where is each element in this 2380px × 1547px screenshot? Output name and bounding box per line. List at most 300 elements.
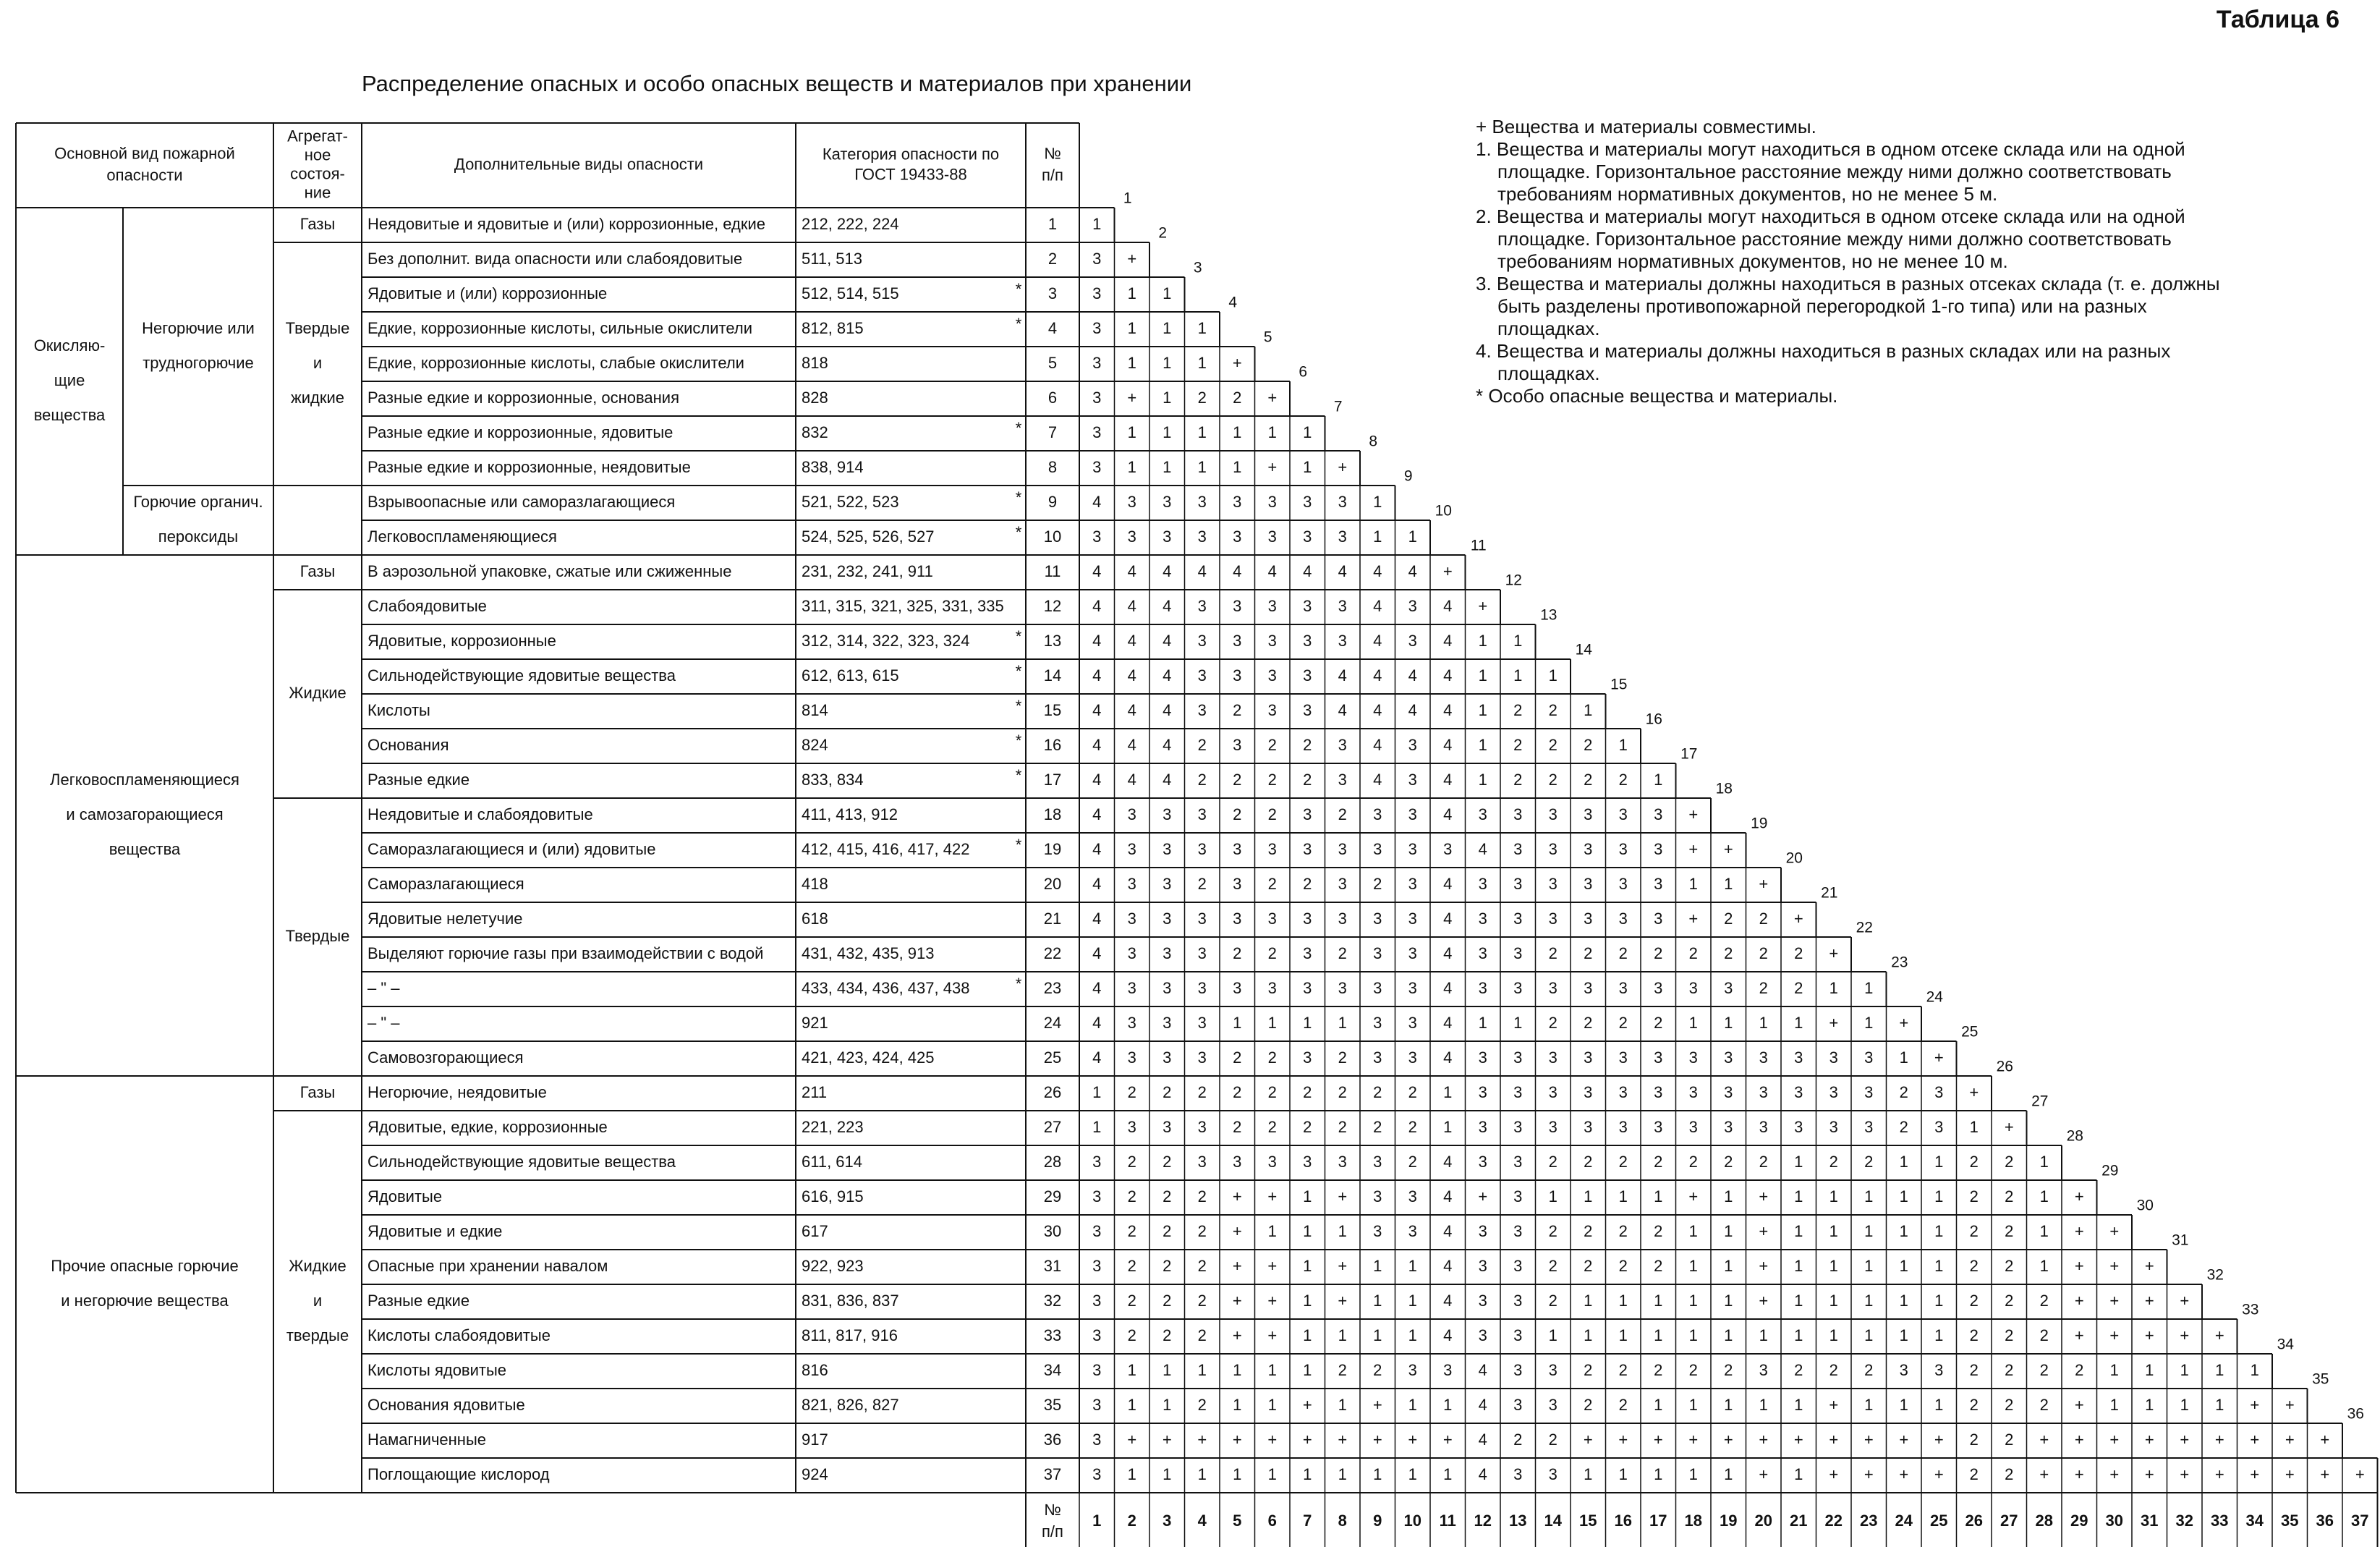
footer-column-number: 25 — [1930, 1511, 1948, 1530]
matrix-cell: 1 — [1092, 214, 1102, 233]
matrix-cell: 4 — [1092, 492, 1102, 511]
matrix-cell: 3 — [1233, 1152, 1242, 1171]
matrix-cell: 3 — [1408, 839, 1417, 858]
matrix-cell: 1 — [1408, 1291, 1417, 1310]
matrix-cell: + — [1618, 1430, 1628, 1449]
matrix-cell: 1 — [1197, 457, 1207, 476]
matrix-cell: 2 — [1303, 1117, 1312, 1136]
matrix-cell: + — [1127, 1430, 1137, 1449]
row-category: 922, 923 — [802, 1256, 864, 1275]
matrix-cell: 4 — [1092, 978, 1102, 997]
row-hazard: Саморазлагающиеся — [367, 874, 524, 893]
matrix-cell: 3 — [1864, 1048, 1874, 1067]
matrix-cell: + — [1127, 388, 1137, 407]
matrix-cell: 1 — [1197, 318, 1207, 337]
matrix-cell: 1 — [1373, 527, 1382, 546]
matrix-cell: 1 — [1654, 1187, 1663, 1205]
matrix-cell: 3 — [1233, 909, 1242, 928]
row-category: 421, 423, 424, 425 — [802, 1048, 935, 1067]
matrix-cell: 3 — [1618, 1082, 1628, 1101]
matrix-cell: 3 — [1303, 596, 1312, 615]
matrix-cell: 3 — [1654, 1048, 1663, 1067]
matrix-cell: + — [2285, 1395, 2295, 1414]
matrix-cell: 3 — [1478, 909, 1487, 928]
matrix-cell: 3 — [1163, 492, 1172, 511]
matrix-cell: 3 — [1513, 805, 1523, 823]
matrix-cell: 2 — [1338, 805, 1347, 823]
matrix-cell: 2 — [1548, 1291, 1557, 1310]
matrix-cell: 1 — [1163, 423, 1172, 441]
row-number: 14 — [1043, 666, 1062, 685]
matrix-cell: 2 — [1969, 1430, 1979, 1449]
matrix-cell: 1 — [1934, 1187, 1944, 1205]
matrix-cell: 2 — [1267, 770, 1277, 789]
matrix-cell: 3 — [1654, 805, 1663, 823]
matrix-cell: + — [1162, 1430, 1172, 1449]
matrix-cell: 4 — [1163, 700, 1172, 719]
matrix-cell: 1 — [1092, 1082, 1102, 1101]
matrix-cell: 3 — [1548, 1082, 1557, 1101]
matrix-cell: 3 — [1724, 978, 1733, 997]
diagonal-number: 16 — [1645, 711, 1662, 728]
matrix-cell: 3 — [1197, 1013, 1207, 1032]
matrix-cell: 2 — [1513, 735, 1523, 754]
row-star-mark: * — [1015, 835, 1022, 854]
matrix-cell: 1 — [2180, 1360, 2189, 1379]
matrix-cell: + — [2109, 1291, 2120, 1310]
matrix-cell: 3 — [1197, 909, 1207, 928]
matrix-cell: 3 — [1197, 839, 1207, 858]
matrix-cell: 3 — [1478, 1082, 1487, 1101]
matrix-cell: 1 — [1654, 770, 1663, 789]
matrix-cell: 4 — [1163, 596, 1172, 615]
matrix-cell: 1 — [1864, 1013, 1874, 1032]
footer-column-number: 24 — [1895, 1511, 1913, 1530]
matrix-cell: 1 — [1408, 527, 1417, 546]
row-number: 21 — [1043, 909, 1062, 928]
matrix-cell: 1 — [1864, 1326, 1874, 1344]
matrix-cell: + — [1934, 1465, 1944, 1483]
matrix-cell: + — [1267, 1326, 1278, 1344]
matrix-cell: 3 — [1408, 596, 1417, 615]
matrix-cell: 1 — [1829, 978, 1838, 997]
matrix-cell: 3 — [1092, 1326, 1102, 1344]
matrix-cell: 3 — [1092, 1430, 1102, 1449]
row-number: 26 — [1043, 1082, 1062, 1101]
matrix-cell: 4 — [1478, 1395, 1487, 1414]
row-hazard: Разные едкие — [367, 770, 470, 789]
matrix-cell: 3 — [1724, 1082, 1733, 1101]
matrix-cell: + — [2180, 1465, 2190, 1483]
matrix-cell: + — [1338, 1430, 1348, 1449]
matrix-cell: 1 — [1794, 1152, 1803, 1171]
matrix-cell: + — [1338, 1256, 1348, 1275]
matrix-cell: + — [2074, 1221, 2084, 1240]
footer-column-number: 30 — [2105, 1511, 2123, 1530]
matrix-cell: 3 — [1303, 666, 1312, 685]
matrix-cell: 3 — [1478, 1291, 1487, 1310]
legend-star: * Особо опасные вещества и материалы. — [1476, 385, 1838, 407]
row-hazard: Слабоядовитые — [367, 596, 487, 615]
matrix-cell: 1 — [1197, 423, 1207, 441]
row-category: 616, 915 — [802, 1187, 864, 1205]
matrix-cell: 2 — [2039, 1326, 2049, 1344]
matrix-cell: 1 — [1794, 1465, 1803, 1483]
row-hazard: Кислоты слабоядовитые — [367, 1326, 551, 1344]
matrix-cell: 1 — [1303, 1013, 1312, 1032]
matrix-cell: 1 — [1794, 1395, 1803, 1414]
matrix-cell: 3 — [1513, 1360, 1523, 1379]
matrix-cell: 3 — [1303, 700, 1312, 719]
matrix-cell: 1 — [1618, 1326, 1628, 1344]
matrix-cell: 3 — [1899, 1360, 1908, 1379]
matrix-cell: 3 — [1548, 1117, 1557, 1136]
matrix-cell: 1 — [1478, 666, 1487, 685]
matrix-cell: 4 — [1163, 735, 1172, 754]
matrix-cell: 1 — [1408, 1465, 1417, 1483]
matrix-cell: 1 — [1163, 284, 1172, 302]
row-category: 433, 434, 436, 437, 438 — [802, 978, 970, 997]
matrix-cell: 3 — [1584, 1082, 1593, 1101]
matrix-cell: 2 — [1969, 1326, 1979, 1344]
matrix-cell: 3 — [1548, 805, 1557, 823]
matrix-cell: 3 — [1548, 1360, 1557, 1379]
matrix-cell: 3 — [1408, 978, 1417, 997]
matrix-cell: + — [1442, 561, 1453, 580]
matrix-cell: + — [2214, 1430, 2224, 1449]
matrix-cell: 3 — [1127, 909, 1136, 928]
footer-column-number: 22 — [1824, 1511, 1843, 1530]
diagonal-number: 9 — [1403, 467, 1413, 485]
matrix-cell: 1 — [1127, 457, 1136, 476]
footer-column-number: 10 — [1403, 1511, 1421, 1530]
matrix-cell: 1 — [1829, 1187, 1838, 1205]
matrix-cell: 3 — [1373, 978, 1382, 997]
legend-line: требованиям нормативных документов, но не менее 5 м. — [1497, 183, 1998, 205]
matrix-cell: 2 — [1338, 1082, 1347, 1101]
row-hazard: Саморазлагающиеся и (или) ядовитые — [367, 839, 656, 858]
matrix-cell: 1 — [2145, 1395, 2154, 1414]
matrix-cell: 4 — [1163, 631, 1172, 650]
footer-column-number: 18 — [1684, 1511, 1702, 1530]
matrix-cell: 1 — [1584, 1291, 1593, 1310]
matrix-cell: 1 — [1267, 1013, 1277, 1032]
matrix-cell: 3 — [1197, 944, 1207, 962]
matrix-cell: 2 — [1513, 770, 1523, 789]
header-main-hazard: Основной вид пожарной — [54, 144, 235, 163]
matrix-cell: 2 — [1163, 1291, 1172, 1310]
row-number: 5 — [1047, 353, 1058, 372]
matrix-cell: 1 — [1688, 1291, 1698, 1310]
row-number: 17 — [1043, 770, 1062, 789]
row-star-mark: * — [1015, 974, 1022, 993]
legend-line: площадках. — [1497, 363, 1600, 384]
matrix-cell: 3 — [1408, 1048, 1417, 1067]
matrix-cell: 2 — [1338, 1360, 1347, 1379]
matrix-cell: 3 — [1233, 527, 1242, 546]
matrix-cell: 2 — [1197, 874, 1207, 893]
matrix-cell: 2 — [1584, 1152, 1593, 1171]
row-category: 838, 914 — [802, 457, 864, 476]
matrix-cell: 1 — [1233, 1013, 1242, 1032]
matrix-cell: 3 — [1338, 909, 1347, 928]
matrix-cell: 1 — [1478, 1013, 1487, 1032]
matrix-cell: 3 — [1513, 839, 1523, 858]
row-hazard: Разные едкие и коррозионные, неядовитые — [367, 457, 691, 476]
matrix-cell: 4 — [1092, 631, 1102, 650]
matrix-cell: 3 — [1618, 1117, 1628, 1136]
matrix-cell: 2 — [2039, 1291, 2049, 1310]
row-hazard: Намагниченные — [367, 1430, 486, 1449]
matrix-cell: 4 — [1127, 666, 1136, 685]
matrix-cell: 2 — [1127, 1291, 1136, 1310]
state-label: Газы — [299, 1082, 336, 1101]
header-gost-category: ГОСТ 19433-88 — [854, 165, 967, 184]
matrix-cell: 2 — [1584, 770, 1593, 789]
state-label: жидкие — [291, 388, 344, 407]
footer-column-number: 3 — [1163, 1511, 1172, 1530]
row-category: 821, 826, 827 — [802, 1395, 899, 1414]
matrix-cell: 2 — [1584, 1256, 1593, 1275]
matrix-cell: 2 — [1969, 1291, 1979, 1310]
footer-column-number: 27 — [2000, 1511, 2018, 1530]
matrix-cell: 2 — [1864, 1360, 1874, 1379]
footer-column-number: 1 — [1092, 1511, 1102, 1530]
matrix-cell: 2 — [2005, 1360, 2014, 1379]
matrix-cell: 2 — [1899, 1117, 1908, 1136]
matrix-cell: 4 — [1338, 666, 1347, 685]
matrix-cell: 1 — [1233, 1395, 1242, 1414]
matrix-cell: 3 — [1267, 666, 1277, 685]
matrix-cell: 2 — [1233, 700, 1242, 719]
row-number: 23 — [1043, 978, 1062, 997]
matrix-cell: + — [2214, 1326, 2224, 1344]
matrix-cell: + — [2109, 1326, 2120, 1344]
row-hazard: В аэрозольной упаковке, сжатые или сжиженные — [367, 561, 732, 580]
matrix-cell: 1 — [1899, 1256, 1908, 1275]
matrix-cell: 4 — [1408, 666, 1417, 685]
footer-column-number: 20 — [1754, 1511, 1772, 1530]
matrix-cell: 2 — [1513, 700, 1523, 719]
row-number: 31 — [1043, 1256, 1062, 1275]
row-category: 831, 836, 837 — [802, 1291, 899, 1310]
matrix-cell: 4 — [1373, 735, 1382, 754]
matrix-cell: 4 — [1443, 770, 1453, 789]
matrix-cell: 3 — [1092, 284, 1102, 302]
matrix-cell: 1 — [1688, 1221, 1698, 1240]
matrix-cell: 2 — [1197, 1326, 1207, 1344]
matrix-cell: 3 — [1513, 1256, 1523, 1275]
matrix-cell: + — [2144, 1291, 2154, 1310]
matrix-cell: + — [2039, 1430, 2049, 1449]
state-label: и — [313, 1291, 323, 1310]
matrix-cell: 2 — [1127, 1326, 1136, 1344]
matrix-cell: 1 — [1794, 1291, 1803, 1310]
matrix-cell: + — [1688, 1187, 1699, 1205]
matrix-cell: 2 — [1163, 1187, 1172, 1205]
matrix-cell: 3 — [1303, 944, 1312, 962]
matrix-cell: + — [1267, 1187, 1278, 1205]
table-label: Таблица 6 — [2216, 6, 2339, 33]
matrix-cell: 4 — [1443, 944, 1453, 962]
row-category: 212, 222, 224 — [802, 214, 899, 233]
header-aggregate-state: ное — [304, 145, 331, 164]
matrix-cell: 3 — [1163, 978, 1172, 997]
matrix-cell: + — [1829, 944, 1839, 962]
matrix-cell: + — [1232, 1256, 1242, 1275]
row-number: 32 — [1043, 1291, 1062, 1310]
matrix-cell: + — [2214, 1465, 2224, 1483]
matrix-cell: 3 — [1513, 1152, 1523, 1171]
matrix-cell: + — [1688, 839, 1699, 858]
matrix-cell: 1 — [1233, 423, 1242, 441]
matrix-cell: 1 — [1934, 1326, 1944, 1344]
matrix-cell: 3 — [1267, 700, 1277, 719]
matrix-cell: 1 — [2039, 1152, 2049, 1171]
matrix-cell: 2 — [1233, 1117, 1242, 1136]
matrix-cell: 1 — [1618, 1465, 1628, 1483]
matrix-cell: 2 — [1163, 1152, 1172, 1171]
matrix-cell: 3 — [1233, 492, 1242, 511]
row-number: 15 — [1043, 700, 1062, 719]
row-category: 412, 415, 416, 417, 422 — [802, 839, 970, 858]
matrix-cell: 3 — [1934, 1117, 1944, 1136]
matrix-cell: 3 — [1338, 735, 1347, 754]
footer-column-number: 32 — [2175, 1511, 2193, 1530]
matrix-cell: 3 — [1513, 1187, 1523, 1205]
matrix-cell: 3 — [1163, 944, 1172, 962]
matrix-cell: 3 — [1092, 1256, 1102, 1275]
matrix-cell: + — [1759, 1187, 1769, 1205]
subgroup-label: Горючие органич. — [133, 492, 263, 511]
matrix-cell: 1 — [1724, 1013, 1733, 1032]
matrix-cell: 3 — [1197, 596, 1207, 615]
footer-column-number: 17 — [1649, 1511, 1667, 1530]
matrix-cell: 2 — [1163, 1221, 1172, 1240]
matrix-cell: 1 — [1969, 1117, 1979, 1136]
matrix-cell: 3 — [1654, 874, 1663, 893]
matrix-cell: 2 — [1548, 1013, 1557, 1032]
matrix-cell: + — [1302, 1395, 1312, 1414]
matrix-cell: 3 — [1127, 1013, 1136, 1032]
row-hazard: Неядовитые и слабоядовитые — [367, 805, 593, 823]
matrix-cell: 3 — [1163, 527, 1172, 546]
diagonal-number: 26 — [1996, 1058, 2013, 1075]
matrix-cell: 2 — [1548, 944, 1557, 962]
matrix-cell: 1 — [2039, 1221, 2049, 1240]
matrix-cell: 4 — [1092, 666, 1102, 685]
matrix-cell: 3 — [1338, 770, 1347, 789]
matrix-cell: 3 — [1267, 596, 1277, 615]
matrix-cell: 3 — [1373, 1152, 1382, 1171]
matrix-cell: 4 — [1443, 1152, 1453, 1171]
matrix-cell: + — [2250, 1465, 2260, 1483]
matrix-cell: 2 — [1794, 978, 1803, 997]
diagonal-number: 21 — [1821, 884, 1838, 902]
matrix-cell: 2 — [1724, 1152, 1733, 1171]
matrix-cell: 2 — [1548, 700, 1557, 719]
matrix-cell: + — [1232, 1430, 1242, 1449]
matrix-cell: 4 — [1163, 561, 1172, 580]
legend-line: требованиям нормативных документов, но не менее 10 м. — [1497, 250, 2008, 272]
matrix-cell: 2 — [1724, 1360, 1733, 1379]
matrix-cell: 2 — [1864, 1152, 1874, 1171]
matrix-cell: 2 — [1163, 1082, 1172, 1101]
matrix-cell: 2 — [1829, 1360, 1838, 1379]
matrix-cell: 4 — [1127, 700, 1136, 719]
matrix-cell: + — [1338, 1187, 1348, 1205]
diagonal-number: 18 — [1715, 780, 1733, 797]
row-category: 611, 614 — [802, 1152, 863, 1171]
matrix-cell: + — [1372, 1395, 1382, 1414]
matrix-cell: 1 — [1233, 457, 1242, 476]
matrix-cell: + — [1759, 1256, 1769, 1275]
matrix-cell: 4 — [1197, 561, 1207, 580]
row-hazard: Опасные при хранении навалом — [367, 1256, 608, 1275]
matrix-cell: 2 — [1969, 1221, 1979, 1240]
matrix-cell: + — [1197, 1430, 1207, 1449]
matrix-cell: + — [1829, 1395, 1839, 1414]
row-category: 818 — [802, 353, 828, 372]
row-category: 231, 232, 241, 911 — [802, 561, 933, 580]
matrix-cell: + — [1688, 909, 1699, 928]
matrix-cell: 3 — [1127, 839, 1136, 858]
row-number: 37 — [1043, 1465, 1062, 1483]
matrix-cell: 4 — [1092, 735, 1102, 754]
matrix-cell: 4 — [1092, 1013, 1102, 1032]
matrix-cell: 4 — [1478, 1465, 1487, 1483]
matrix-cell: 3 — [1829, 1117, 1838, 1136]
matrix-cell: 4 — [1338, 700, 1347, 719]
footer-column-number: 21 — [1790, 1511, 1808, 1530]
state-label: Жидкие — [289, 683, 347, 702]
matrix-cell: 3 — [1163, 909, 1172, 928]
matrix-cell: 3 — [1092, 1395, 1102, 1414]
matrix-cell: 4 — [1443, 1187, 1453, 1205]
matrix-cell: 3 — [1584, 1048, 1593, 1067]
matrix-cell: 3 — [1267, 909, 1277, 928]
row-category: 431, 432, 435, 913 — [802, 944, 935, 962]
row-hazard: Основания ядовитые — [367, 1395, 525, 1414]
matrix-cell: 2 — [1373, 1360, 1382, 1379]
matrix-cell: + — [2039, 1465, 2049, 1483]
matrix-cell: 1 — [1584, 1465, 1593, 1483]
matrix-cell: 3 — [1267, 631, 1277, 650]
matrix-cell: 3 — [1197, 1152, 1207, 1171]
matrix-cell: 1 — [1688, 1013, 1698, 1032]
matrix-cell: + — [1127, 249, 1137, 268]
matrix-cell: 2 — [1654, 1013, 1663, 1032]
matrix-cell: 3 — [1267, 978, 1277, 997]
matrix-cell: 1 — [2109, 1360, 2119, 1379]
matrix-cell: 3 — [1478, 1048, 1487, 1067]
matrix-cell: 2 — [1584, 735, 1593, 754]
footer-column-number: 14 — [1544, 1511, 1562, 1530]
matrix-cell: 1 — [1899, 1291, 1908, 1310]
matrix-cell: 3 — [1163, 1013, 1172, 1032]
matrix-cell: 2 — [2005, 1291, 2014, 1310]
matrix-cell: 3 — [1478, 874, 1487, 893]
matrix-cell: 3 — [1092, 423, 1102, 441]
matrix-cell: 1 — [1443, 1117, 1453, 1136]
row-number: 13 — [1043, 631, 1062, 650]
matrix-cell: 2 — [1197, 1082, 1207, 1101]
matrix-cell: 4 — [1092, 909, 1102, 928]
matrix-cell: 2 — [2075, 1360, 2084, 1379]
matrix-cell: + — [1232, 1326, 1242, 1344]
matrix-cell: 4 — [1478, 1430, 1487, 1449]
matrix-cell: 2 — [1163, 1256, 1172, 1275]
